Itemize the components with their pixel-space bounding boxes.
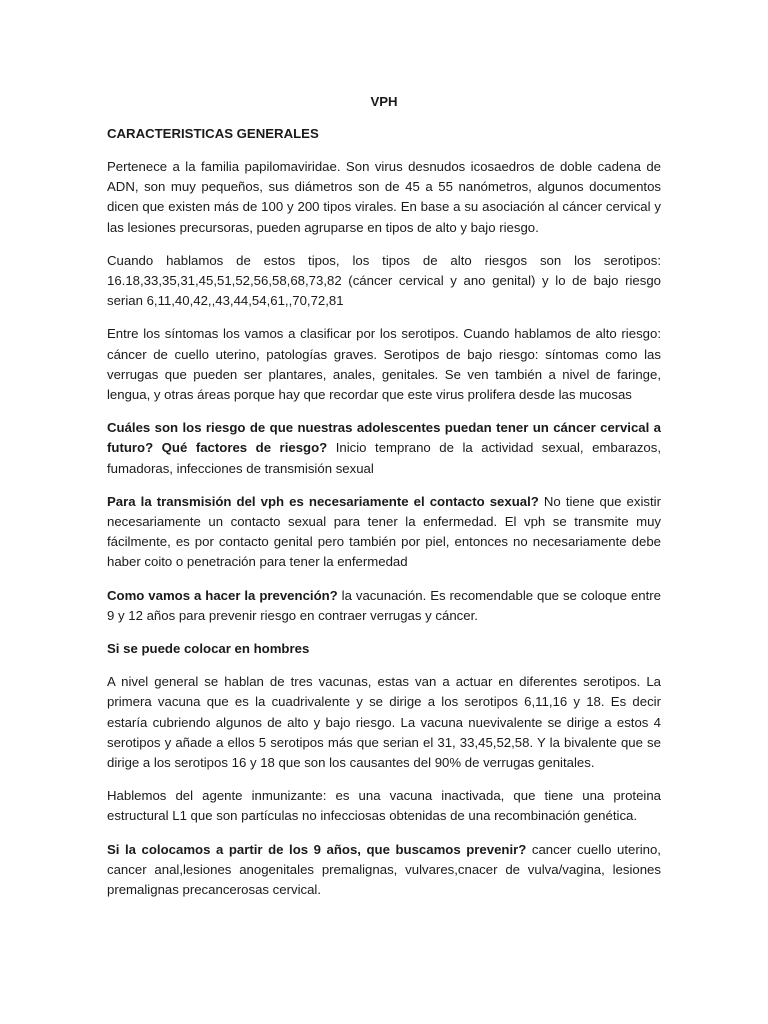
paragraph-vaccines: A nivel general se hablan de tres vacunas, estas van a actuar en diferentes serotipos. La primera vacuna que es la cuadrivalente y se dirige a los serotipos 6,11,16 y 18. Es decir estaría cubriendo algunos de alto y bajo riesgo. La vacuna nuevivalente se dirige a estos 4 serotipos y añade a ellos 5 serotipos más que serian el 31, 33,45,52,58. Y la bivalente que se dirige a los serotipos 16 y 18 que son los causantes del 90% de verrugas genitales. xyxy=(107,674,661,771)
section-heading: CARACTERISTICAS GENERALES xyxy=(107,126,319,141)
paragraph-risk-factors xyxy=(107,418,661,479)
paragraph-men xyxy=(107,639,661,659)
paragraph-family: Pertenece a la familia papilomaviridae. Son virus desnudos icosaedros de doble cadena de ADN, son muy pequeños, sus diámetros son de 45 a 55 nanómetros, algunos documentos dicen que existen más de 100 y 200 tipos virales. En base a su asociación al cáncer cervical y las lesiones precursoras, pueden agruparse en tipos de alto y bajo riesgo. xyxy=(107,159,661,235)
answer-risk-factors: Inicio temprano de la actividad sexual, embarazos, fumadoras, infecciones de transmisión sexual xyxy=(107,440,661,476)
paragraph-symptoms: Entre los síntomas los vamos a clasificar por los serotipos. Cuando hablamos de alto riesgo: cáncer de cuello uterino, patologías graves. Serotipos de bajo riesgo: síntomas como las verrugas que pueden ser plantares, anales, genitales. Se ven también a nivel de faringe, lengua, y otras áreas porque hay que recordar que este virus prolifera desde las mucosas xyxy=(107,326,661,403)
question-transmission: Para la transmisión del vph es necesariamente el contacto sexual? xyxy=(107,493,539,509)
statement-men: Si se puede colocar en hombres xyxy=(107,641,310,657)
answer-age-prevention: cancer cuello uterino, cancer anal,lesiones anogenitales premalignas, vulvares,cnacer de vulva/vagina, lesiones premalignas precancerosas cervical. xyxy=(107,841,661,898)
question-risk-factors: Cuáles son los riesgo de que nuestras adolescentes puedan tener un cáncer cervical a futuro? Qué factores de riesgo? xyxy=(107,420,661,456)
paragraph-immunizing-agent: Hablemos del agente inmunizante: es una vacuna inactivada, que tiene una proteina estructural L1 que son partículas no infecciosas obtenidas de una recombinación genética. xyxy=(107,788,661,824)
answer-prevention: la vacunación. Es recomendable que se coloque entre 9 y 12 años para prevenir riesgo en contraer verrugas y cáncer. xyxy=(107,587,661,623)
document-title: VPH xyxy=(370,94,398,109)
paragraph-transmission xyxy=(107,492,661,573)
question-prevention: Como vamos a hacer la prevención? xyxy=(107,587,338,603)
question-age-prevention: Si la colocamos a partir de los 9 años, que buscamos prevenir? xyxy=(107,841,527,857)
paragraph-prevention xyxy=(107,586,661,626)
paragraph-age-prevention xyxy=(107,840,661,901)
paragraph-risk-types: Cuando hablamos de estos tipos, los tipos de alto riesgos son los serotipos: 16.18,33,35,31,45,51,52,56,58,68,73,82 (cáncer cervical y ano genital) y lo de bajo riesgo serian 6,11,40,42,,43,44,54,61,,70,72,81 xyxy=(107,252,661,309)
answer-transmission: No tiene que existir necesariamente un contacto sexual para tener la enfermedad. El vph se transmite muy fácilmente, es por contacto genital pero también por piel, entonces no necesariamente debe haber coito o penetración para tener la enfermedad xyxy=(107,493,661,570)
